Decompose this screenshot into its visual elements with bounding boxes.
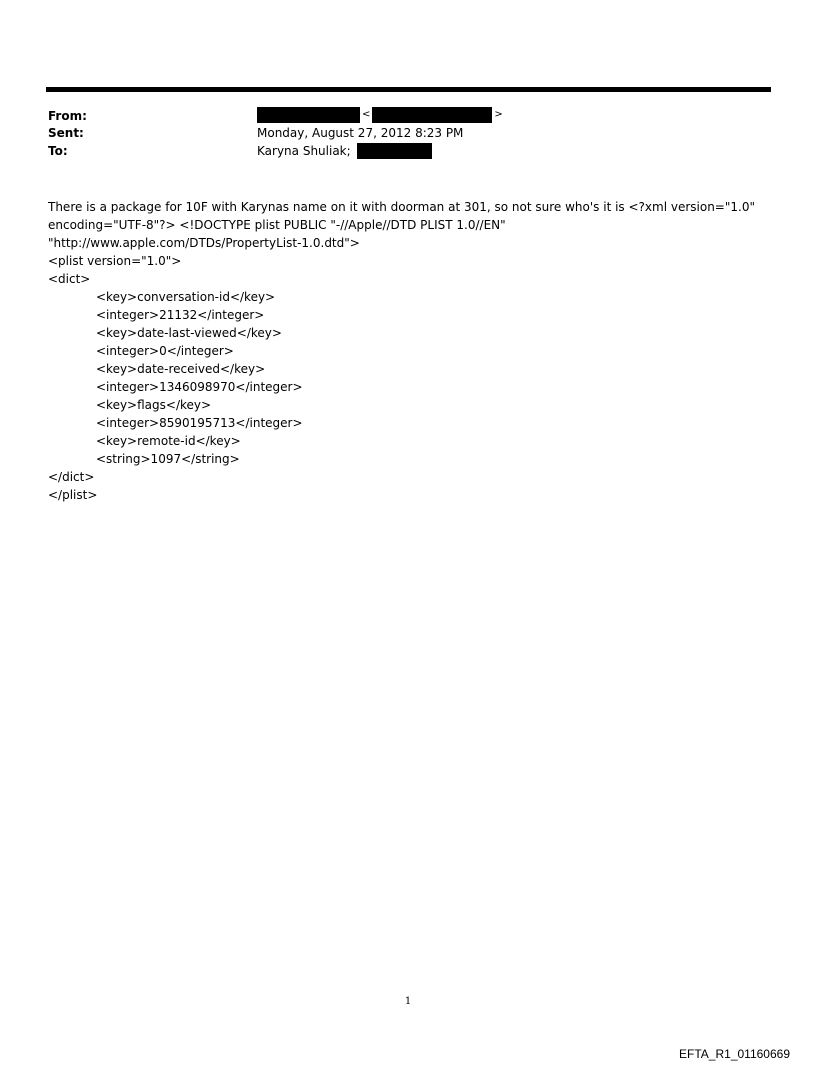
page-number: 1 bbox=[404, 996, 412, 1007]
body-line: There is a package for 10F with Karynas name on it with doorman at 301, so not sure who's it is <?xml version="1.0" bbox=[48, 200, 755, 214]
body-line: <plist version="1.0"> bbox=[48, 254, 182, 268]
body-line: <dict> bbox=[48, 272, 91, 286]
body-line: </plist> bbox=[48, 488, 98, 502]
from-open-bracket: < bbox=[362, 109, 371, 120]
plist-entry: <key>flags</key> bbox=[96, 398, 212, 412]
from-value bbox=[257, 107, 505, 123]
document-id: EFTA_R1_01160669 bbox=[679, 1047, 790, 1061]
plist-entry: <integer>1346098970</integer> bbox=[96, 380, 303, 394]
plist-entry: <key>date-received</key> bbox=[96, 362, 266, 376]
body-line: encoding="UTF-8"?> <!DOCTYPE plist PUBLIC "-//Apple//DTD PLIST 1.0//EN" bbox=[48, 218, 506, 232]
from-close-bracket: > bbox=[494, 109, 503, 120]
plist-entry: <integer>0</integer> bbox=[96, 344, 234, 358]
header-rule bbox=[46, 87, 771, 92]
to-label: To: bbox=[48, 144, 68, 158]
redacted-sender-email bbox=[372, 107, 492, 123]
plist-entry: <integer>8590195713</integer> bbox=[96, 416, 303, 430]
to-value bbox=[257, 143, 432, 159]
sent-label: Sent: bbox=[48, 126, 84, 140]
body-line: </dict> bbox=[48, 470, 95, 484]
recipient-name: Karyna Shuliak; bbox=[257, 144, 351, 158]
plist-entry: <integer>21132</integer> bbox=[96, 308, 265, 322]
plist-entry: <key>remote-id</key> bbox=[96, 434, 241, 448]
from-label: From: bbox=[48, 109, 87, 123]
redacted-sender-name bbox=[257, 107, 360, 123]
plist-entry: <key>conversation-id</key> bbox=[96, 290, 276, 304]
plist-entry: <key>date-last-viewed</key> bbox=[96, 326, 282, 340]
plist-entry: <string>1097</string> bbox=[96, 452, 240, 466]
sent-value: Monday, August 27, 2012 8:23 PM bbox=[257, 126, 464, 140]
body-line: "http://www.apple.com/DTDs/PropertyList-1.0.dtd"> bbox=[48, 236, 360, 250]
redacted-recipient bbox=[357, 143, 432, 159]
email-body bbox=[48, 198, 778, 504]
